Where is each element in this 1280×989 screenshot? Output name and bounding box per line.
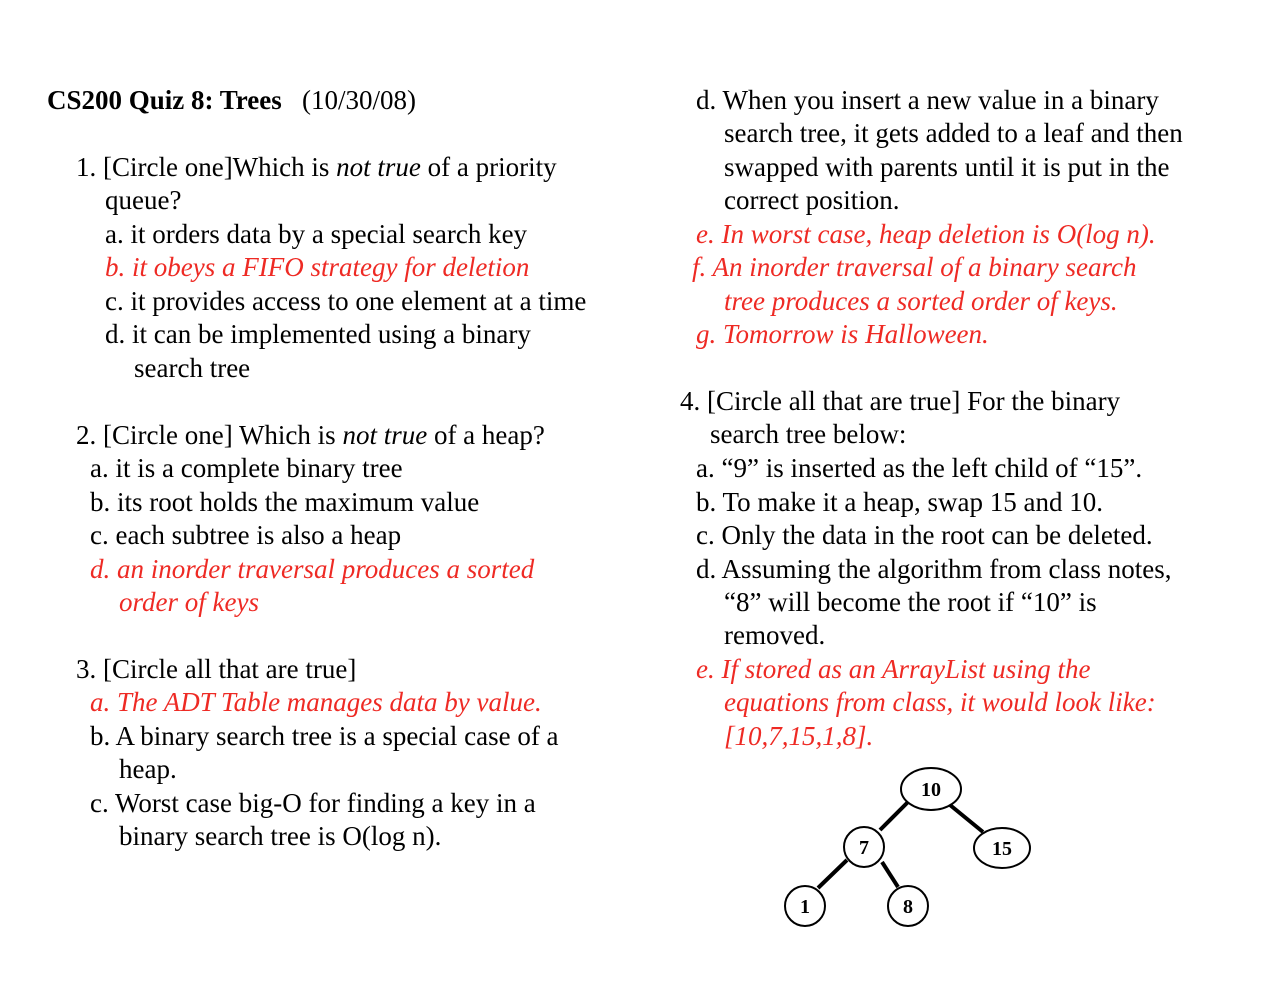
q4-stem-line2: search tree below:: [710, 419, 907, 449]
q1-option-a: a. it orders data by a special search key: [105, 219, 528, 249]
quiz-title-main: CS200 Quiz 8: Trees: [47, 85, 282, 115]
q1-option-d-line2: search tree: [134, 353, 251, 383]
q2-stem: 2. [Circle one] Which is not true of a heap?: [76, 420, 545, 450]
q4-option-e-answer-line1: e. If stored as an ArrayList using the: [696, 654, 1091, 684]
q3-option-b-line1: b. A binary search tree is a special case of a: [90, 721, 559, 751]
q4-stem-line1: 4. [Circle all that are true] For the binary: [680, 386, 1121, 416]
node-root-left-label: 7: [859, 837, 869, 859]
q2-option-a: a. it is a complete binary tree: [90, 453, 403, 483]
q3-option-f-answer-line2: tree produces a sorted order of keys.: [724, 286, 1118, 316]
edge-7-1: [818, 860, 847, 888]
q2-option-b: b. its root holds the maximum value: [90, 487, 480, 517]
q3-option-f-answer-line1: f. An inorder traversal of a binary search: [692, 252, 1137, 282]
q4-option-c: c. Only the data in the root can be deleted.: [696, 520, 1153, 550]
q1-option-d-line1: d. it can be implemented using a binary: [105, 319, 531, 349]
q1-stem-line1: 1. [Circle one]Which is not true of a priority: [76, 152, 557, 182]
edge-10-15: [950, 805, 983, 832]
q3-option-b-line2: heap.: [119, 754, 177, 784]
q3-option-a-answer: a. The ADT Table manages data by value.: [90, 687, 542, 717]
q4-option-d-line2: “8” will become the root if “10” is: [724, 587, 1097, 617]
q3-stem: 3. [Circle all that are true]: [76, 654, 357, 684]
q3-option-e-answer: e. In worst case, heap deletion is O(log n).: [696, 219, 1156, 249]
edge-7-8: [882, 862, 898, 887]
q3-option-d-line2: search tree, it gets added to a leaf and then: [724, 118, 1183, 148]
edge-10-7: [880, 802, 908, 830]
q4-option-e-answer-line3: [10,7,15,1,8].: [724, 721, 874, 751]
q3-option-d-line3: swapped with parents until it is put in the: [724, 152, 1170, 182]
q4-option-d-line3: removed.: [724, 620, 826, 650]
q3-option-c-line2: binary search tree is O(log n).: [119, 821, 442, 851]
q3-option-d-line1: d. When you insert a new value in a binary: [696, 85, 1159, 115]
q1-option-b-answer: b. it obeys a FIFO strategy for deletion: [105, 252, 530, 282]
node-left-left-label: 1: [800, 896, 810, 918]
q2-option-d-answer-line1: d. an inorder traversal produces a sorted: [90, 554, 535, 584]
q1-option-c: c. it provides access to one element at a time: [105, 286, 587, 316]
q4-option-a: a. “9” is inserted as the left child of “15”.: [696, 453, 1143, 483]
q2-option-c: c. each subtree is also a heap: [90, 520, 402, 550]
quiz-date: (10/30/08): [302, 85, 416, 115]
node-root-right-label: 15: [992, 838, 1012, 860]
q2-option-d-answer-line2: order of keys: [119, 587, 259, 617]
q2-emphasis: not true: [342, 420, 428, 450]
node-left-right-label: 8: [903, 896, 913, 918]
q3-option-c-line1: c. Worst case big-O for finding a key in a: [90, 788, 536, 818]
q4-option-d-line1: d. Assuming the algorithm from class notes,: [696, 554, 1172, 584]
q4-option-e-answer-line2: equations from class, it would look like:: [724, 687, 1156, 717]
q1-emphasis: not true: [336, 152, 421, 182]
q4-option-b: b. To make it a heap, swap 15 and 10.: [696, 487, 1104, 517]
q3-option-d-line4: correct position.: [724, 185, 900, 215]
q3-option-g-answer: g. Tomorrow is Halloween.: [696, 319, 989, 349]
node-root-label: 10: [921, 779, 941, 801]
q1-stem-line2: queue?: [105, 185, 182, 215]
